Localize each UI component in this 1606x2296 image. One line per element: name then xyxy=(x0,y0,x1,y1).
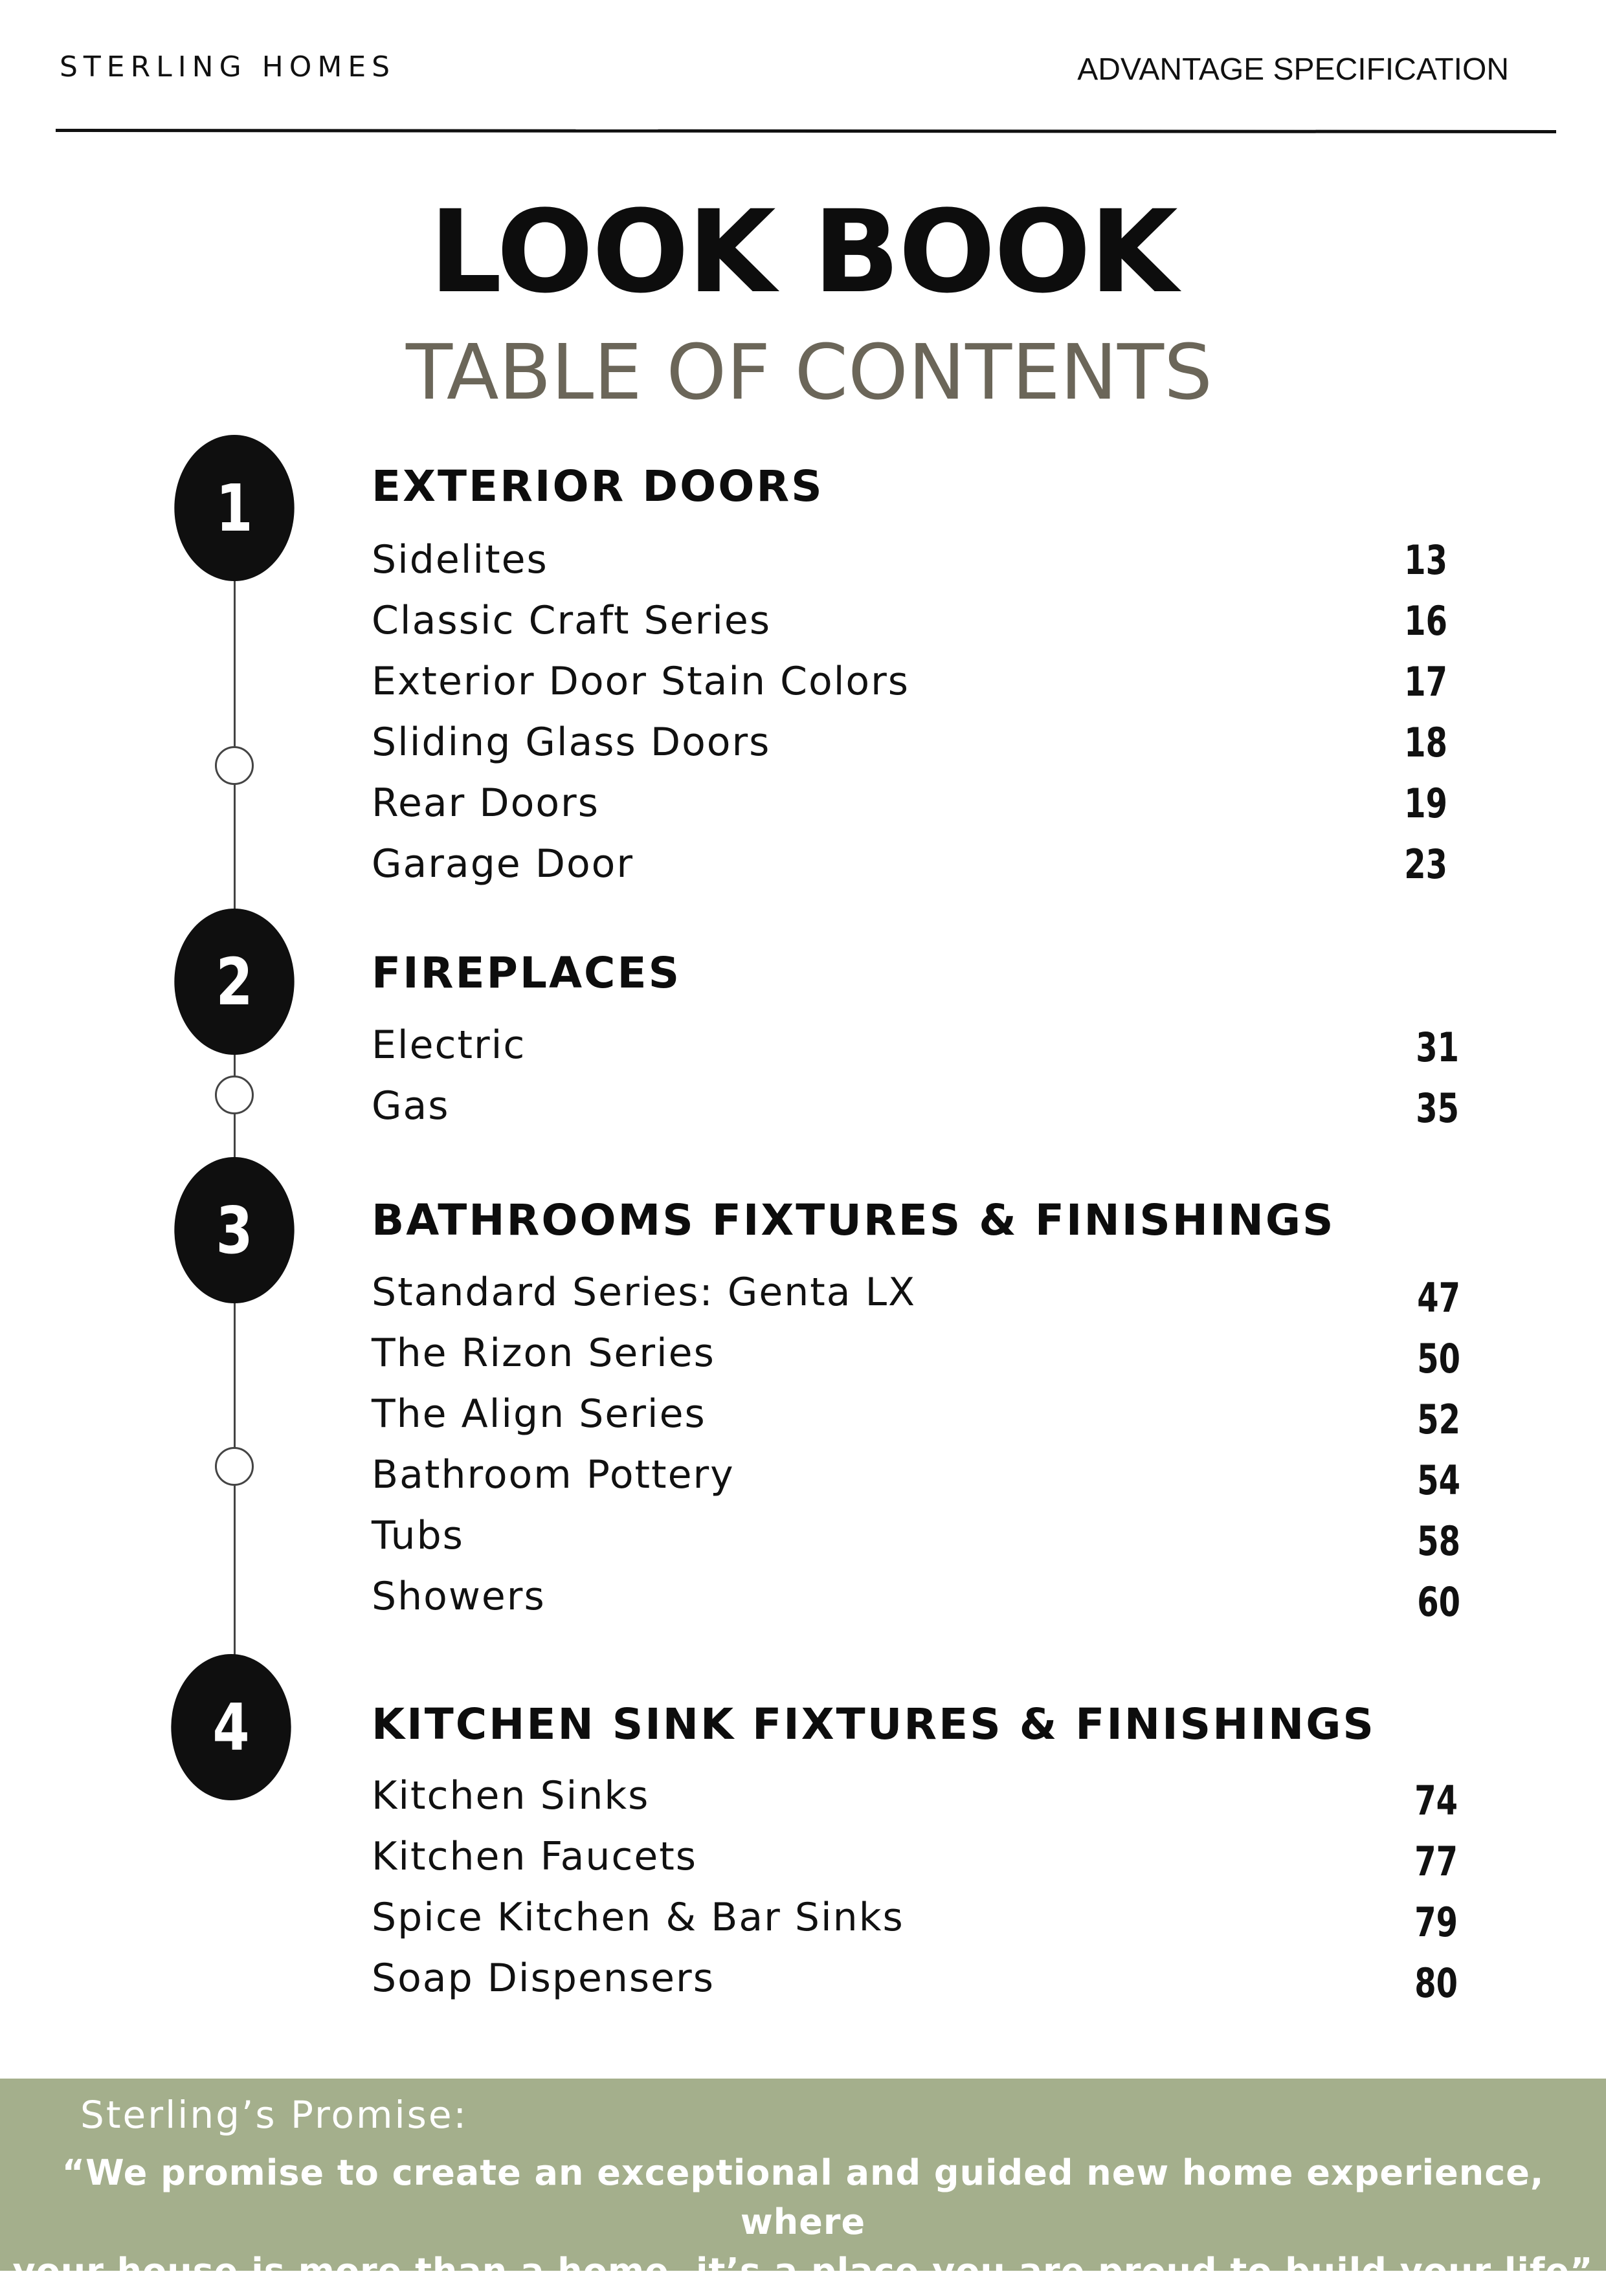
toc-item-label[interactable]: Spice Kitchen & Bar Sinks xyxy=(372,1895,904,1940)
spec-label: ADVANTAGE SPECIFICATION xyxy=(1077,52,1509,87)
toc-item-page[interactable]: 79 xyxy=(1414,1899,1458,1946)
toc-item-page[interactable]: 47 xyxy=(1417,1274,1460,1321)
toc-item-page[interactable]: 16 xyxy=(1404,597,1447,645)
toc-item-page[interactable]: 18 xyxy=(1404,719,1447,766)
section-title: KITCHEN SINK FIXTURES & FINISHINGS xyxy=(372,1699,1376,1749)
toc-item-label[interactable]: Showers xyxy=(372,1574,546,1619)
toc-item-page[interactable]: 80 xyxy=(1414,1959,1458,2007)
section-title: FIREPLACES xyxy=(372,948,682,998)
toc-item-label[interactable]: Kitchen Sinks xyxy=(372,1773,650,1818)
toc-item-page[interactable]: 52 xyxy=(1417,1396,1460,1443)
toc-item-label[interactable]: Classic Craft Series xyxy=(372,598,772,643)
section-number-circle: 2 xyxy=(174,909,294,1055)
toc-item-label[interactable]: The Rizon Series xyxy=(372,1330,715,1376)
timeline-dot xyxy=(215,1076,254,1114)
section-number-circle: 1 xyxy=(174,435,294,581)
toc-item-label[interactable]: Kitchen Faucets xyxy=(372,1834,698,1879)
page-subtitle: TABLE OF CONTENTS xyxy=(405,327,1213,417)
timeline-dot xyxy=(215,1447,254,1486)
toc-item-page[interactable]: 13 xyxy=(1404,536,1447,584)
toc-item-page[interactable]: 50 xyxy=(1417,1335,1460,1382)
toc-item-label[interactable]: Standard Series: Genta LX xyxy=(372,1270,917,1315)
toc-item-label[interactable]: Tubs xyxy=(372,1513,464,1558)
brand-name: STERLING HOMES xyxy=(60,50,396,83)
section-number-circle: 4 xyxy=(171,1654,291,1800)
toc-item-page[interactable]: 19 xyxy=(1404,780,1447,827)
promise-line: your house is more than a home, it’s a place you are proud to build your life” xyxy=(12,2251,1594,2291)
toc-item-label[interactable]: Electric xyxy=(372,1022,526,1068)
toc-item-label[interactable]: The Align Series xyxy=(372,1391,706,1437)
section-title: EXTERIOR DOORS xyxy=(372,461,824,511)
section-number-circle: 3 xyxy=(174,1157,294,1303)
promise-line: “We promise to create an exceptional and guided new home experience, where xyxy=(61,2152,1545,2242)
toc-item-label[interactable]: Garage Door xyxy=(372,841,634,887)
section-title: BATHROOMS FIXTURES & FINISHINGS xyxy=(372,1195,1335,1245)
toc-item-label[interactable]: Exterior Door Stain Colors xyxy=(372,659,910,704)
header-rule xyxy=(56,129,1556,133)
toc-item-label[interactable]: Gas xyxy=(372,1083,450,1129)
toc-item-page[interactable]: 58 xyxy=(1417,1518,1460,1565)
promise-text xyxy=(0,2148,1606,2296)
toc-item-label[interactable]: Rear Doors xyxy=(372,780,599,826)
toc-item-label[interactable]: Sidelites xyxy=(372,537,548,582)
toc-item-label[interactable]: Sliding Glass Doors xyxy=(372,720,771,765)
page-title: LOOK BOOK xyxy=(429,186,1177,318)
timeline-dot xyxy=(215,746,254,785)
toc-item-page[interactable]: 31 xyxy=(1416,1024,1459,1071)
toc-item-page[interactable]: 77 xyxy=(1414,1838,1458,1885)
toc-item-page[interactable]: 17 xyxy=(1404,658,1447,705)
toc-item-page[interactable]: 60 xyxy=(1417,1578,1460,1626)
promise-footer xyxy=(0,2079,1606,2291)
toc-item-page[interactable]: 74 xyxy=(1414,1777,1458,1824)
toc-item-label[interactable]: Bathroom Pottery xyxy=(372,1452,735,1497)
promise-label: Sterling’s Promise: xyxy=(80,2093,469,2137)
toc-item-page[interactable]: 54 xyxy=(1417,1457,1460,1504)
toc-item-page[interactable]: 23 xyxy=(1404,841,1447,888)
toc-item-label[interactable]: Soap Dispensers xyxy=(372,1956,715,2001)
toc-item-page[interactable]: 35 xyxy=(1416,1085,1459,1132)
